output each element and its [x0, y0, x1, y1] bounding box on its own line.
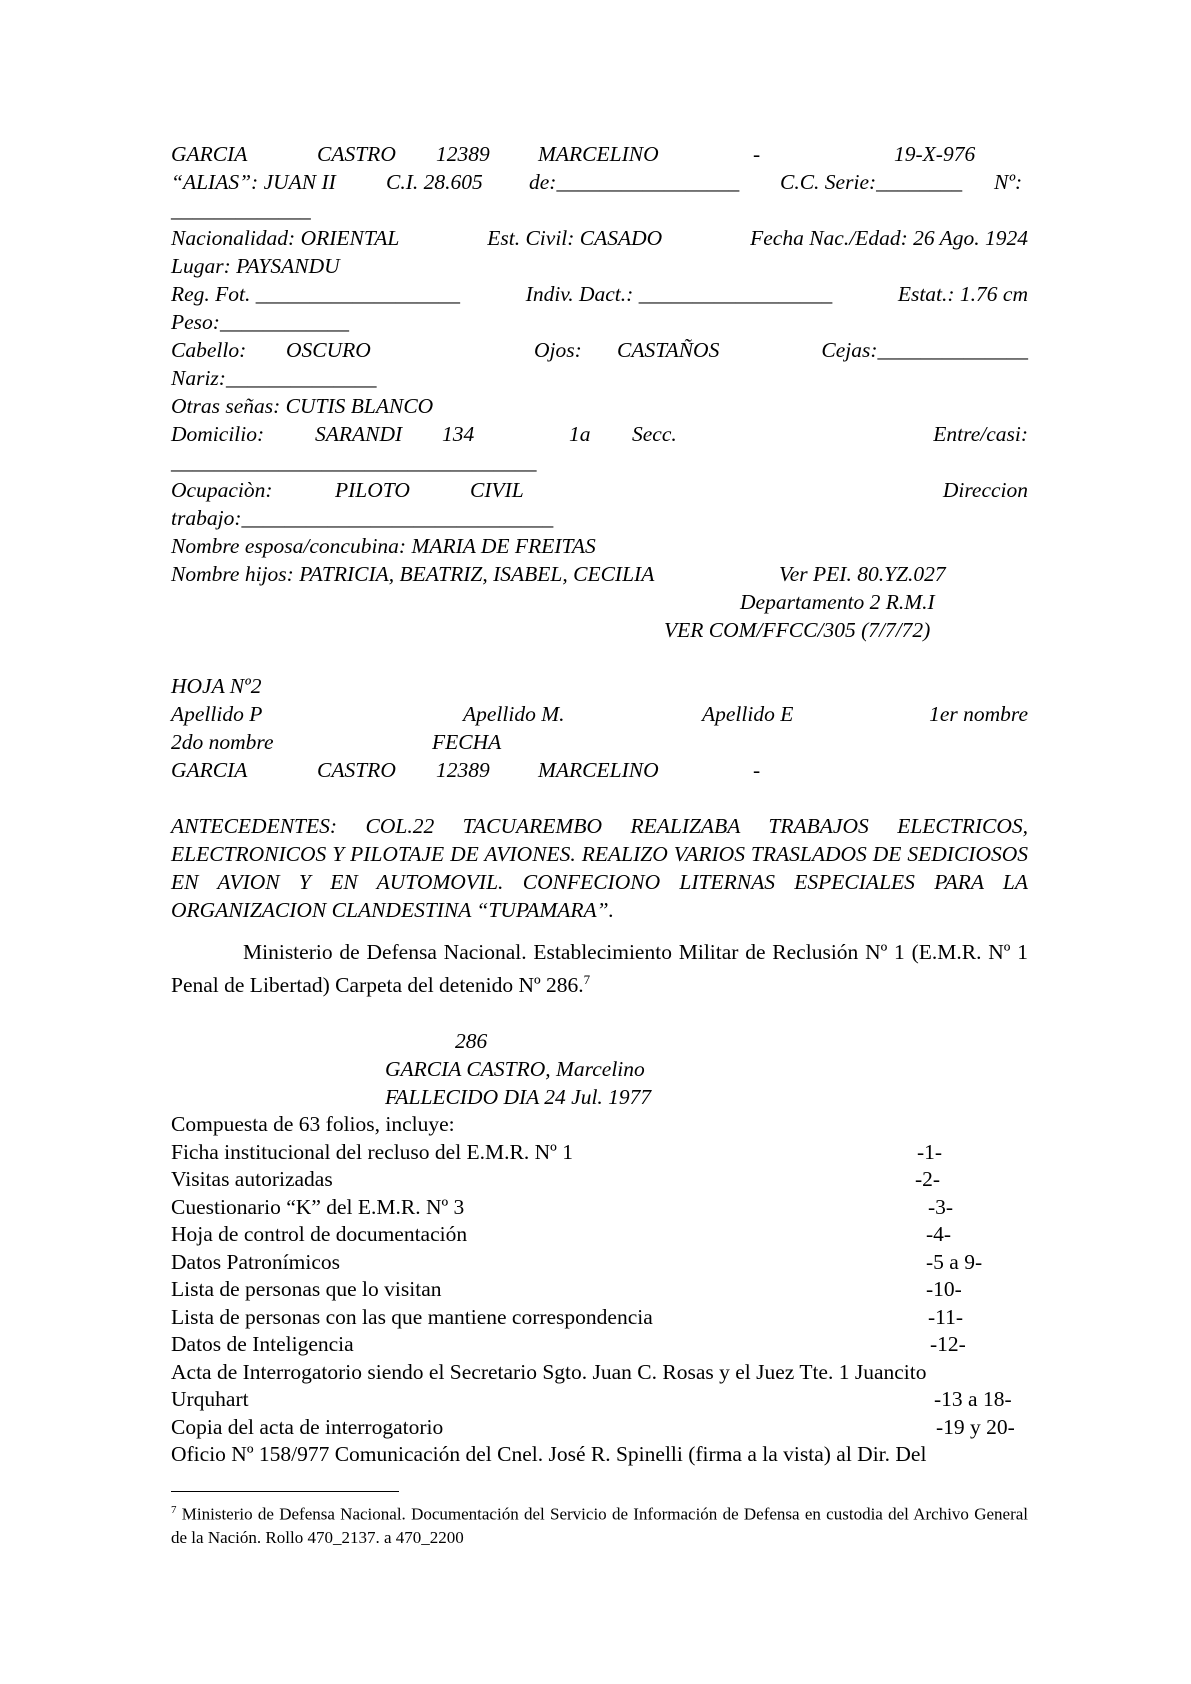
record-line-domicilio	[171, 420, 1028, 448]
blank-line: __________________________________	[171, 450, 537, 474]
value-apellido-m: CASTRO	[317, 758, 396, 782]
value-nombre: MARCELINO	[538, 758, 659, 782]
cabello-label: Cabello:	[171, 338, 247, 362]
oficio-line: Oficio Nº 158/977 Comunicación del Cnel. José R. Spinelli (firma a la vista) al Dir. Del	[171, 1442, 927, 1467]
folio-number: -1-	[917, 1139, 943, 1164]
record-line-cabello	[171, 336, 1028, 364]
header-apellido-e: Apellido E	[702, 702, 794, 726]
footnote-ref: 7	[583, 972, 591, 987]
ministerio-text: Ministerio de Defensa Nacional. Establecimiento Militar de Reclusión Nº 1 (E.M.R. Nº 1 Penal de Libertad) Carpeta del detenido Nº 286.	[171, 940, 1028, 998]
cc-serie: C.C. Serie:________	[780, 170, 963, 194]
record-line-hijos	[171, 560, 1028, 588]
folio-item	[171, 1139, 1028, 1167]
cedula: C.I. 28.605	[386, 170, 483, 194]
cejas: Cejas:______________	[821, 338, 1028, 362]
lugar: Lugar: PAYSANDU	[171, 254, 340, 278]
acta-line-2	[171, 1386, 1028, 1414]
value-numero: 12389	[436, 758, 490, 782]
folio-item	[171, 1304, 1028, 1332]
folio-number: -10-	[926, 1277, 962, 1302]
footnote-text: Ministerio de Defensa Nacional. Documentación del Servicio de Información de Defensa en custodia del Archivo General de la Nación. Rollo 470_2137. a 470_2200	[171, 1504, 1028, 1547]
header-apellido-p: Apellido P	[171, 702, 263, 726]
carpeta-nombre	[171, 1055, 1028, 1083]
footnote-mark: 7	[171, 1504, 177, 1516]
nombre: MARCELINO	[538, 142, 659, 166]
direccion-label: Direccion	[942, 478, 1028, 502]
carpeta-numero-text: 286	[455, 1029, 488, 1054]
footnote-rule	[171, 1491, 399, 1492]
folio-item	[171, 1276, 1028, 1304]
acta-label: Urquhart	[171, 1387, 249, 1412]
hoja-title: HOJA Nº2	[171, 674, 262, 698]
header-segundo-nombre: 2do nombre	[171, 730, 274, 754]
folio-number: -11-	[928, 1304, 964, 1329]
record-line-nacionalidad	[171, 224, 1028, 252]
ver-com	[171, 616, 1028, 644]
footnote	[171, 1499, 1028, 1549]
ocupacion-label: Ocupaciòn:	[171, 478, 273, 502]
esposa: Nombre esposa/concubina: MARIA DE FREITAS	[171, 534, 596, 558]
folio-number: -12-	[930, 1332, 966, 1357]
record-line-names	[171, 140, 1028, 168]
antecedentes: ANTECEDENTES: COL.22 TACUAREMBO REALIZABA TRABAJOS ELECTRICOS, ELECTRONICOS Y PILOTAJE DE AVIONES. REALIZO VARIOS TRASLADOS DE SEDICIOSOS EN AVION Y EN AUTOMOVIL. CONFECIONO LITERNAS ESPECIALES PARA LA ORGANIZACION CLANDESTINA “TUPAMARA”.	[171, 814, 1028, 922]
ver-pei: Ver PEI. 80.YZ.027	[779, 562, 946, 586]
record-line-ocupacion	[171, 476, 1028, 504]
folio-number: -4-	[926, 1222, 952, 1247]
header-fecha: FECHA	[432, 730, 502, 754]
carpeta-nombre-text: GARCIA CASTRO, Marcelino	[385, 1057, 645, 1082]
seccion-label: Secc.	[632, 422, 677, 446]
document-page	[171, 140, 1028, 1469]
hijos: Nombre hijos: PATRICIA, BEATRIZ, ISABEL, CECILIA	[171, 562, 655, 586]
registro-fotografico: Reg. Fot. ___________________	[171, 282, 461, 306]
entre-calles: Entre/casi:	[933, 422, 1028, 446]
folio-number: -5 a 9-	[926, 1249, 983, 1274]
ver-com-text: VER COM/FFCC/305 (7/7/72)	[664, 618, 931, 642]
peso: Peso:____________	[171, 310, 349, 334]
carpeta-fallecido-text: FALLECIDO DIA 24 Jul. 1977	[385, 1085, 652, 1110]
folio-label: Visitas autorizadas	[171, 1167, 333, 1192]
record-line-alias	[171, 168, 1028, 196]
folio-label: Lista de personas con las que mantiene correspondencia	[171, 1304, 653, 1329]
folio-item	[171, 1194, 1028, 1222]
folio-list	[171, 1139, 1028, 1359]
folio-item	[171, 1331, 1028, 1359]
folio-label: Datos de Inteligencia	[171, 1332, 354, 1357]
nariz: Nariz:______________	[171, 366, 377, 390]
folio-label: Lista de personas que lo visitan	[171, 1277, 442, 1302]
departamento	[171, 588, 1028, 616]
indice-dactilar: Indiv. Dact.: __________________	[525, 282, 833, 306]
folio-number: -3-	[928, 1194, 954, 1219]
cabello: OSCURO	[286, 338, 371, 362]
value-dash: -	[753, 758, 761, 782]
carpeta-fallecido	[171, 1083, 1028, 1111]
nacionalidad: Nacionalidad: ORIENTAL	[171, 226, 400, 250]
folio-label: Ficha institucional del recluso del E.M.R. Nº 1	[171, 1139, 573, 1164]
record-date: 19-X-976	[894, 142, 976, 166]
folios-intro: Compuesta de 63 folios, incluye:	[171, 1112, 455, 1137]
apellido-p: GARCIA	[171, 142, 248, 166]
acta-num: -13 a 18-	[934, 1387, 1012, 1412]
hoja2-headers	[171, 700, 1028, 728]
header-apellido-m: Apellido M.	[463, 702, 565, 726]
dash: -	[753, 142, 761, 166]
copia-num: -19 y 20-	[936, 1414, 1015, 1439]
otras-senas: Otras señas: CUTIS BLANCO	[171, 394, 434, 418]
ministerio-paragraph	[171, 938, 1028, 999]
folio-label: Hoja de control de documentación	[171, 1222, 468, 1247]
domicilio-calle: SARANDI	[315, 422, 403, 446]
blank-line: _____________	[171, 198, 311, 222]
copia-row	[171, 1414, 1028, 1442]
folio-item	[171, 1249, 1028, 1277]
value-apellido-p: GARCIA	[171, 758, 248, 782]
estatura: Estat.: 1.76 cm	[897, 282, 1028, 306]
domicilio-label: Domicilio:	[171, 422, 265, 446]
domicilio-numero: 134	[442, 422, 475, 446]
record-number: 12389	[436, 142, 490, 166]
header-primer-nombre: 1er nombre	[929, 702, 1028, 726]
alias: “ALIAS”: JUAN II	[171, 170, 336, 194]
departamento-text: Departamento 2 R.M.I	[740, 590, 935, 614]
folio-item	[171, 1166, 1028, 1194]
numero-label: Nº:	[994, 170, 1023, 194]
folio-label: Datos Patronímicos	[171, 1249, 340, 1274]
record-line-registro	[171, 280, 1028, 308]
acta-line-1: Acta de Interrogatorio siendo el Secretario Sgto. Juan C. Rosas y el Juez Tte. 1 Juancito	[171, 1359, 927, 1384]
carpeta-numero	[171, 1027, 1028, 1055]
copia-label: Copia del acta de interrogatorio	[171, 1414, 444, 1439]
ocupacion-2: CIVIL	[470, 478, 524, 502]
folio-label: Cuestionario “K” del E.M.R. Nº 3	[171, 1194, 465, 1219]
ocupacion-1: PILOTO	[335, 478, 410, 502]
hoja2-values	[171, 756, 1028, 784]
apellido-m: CASTRO	[317, 142, 396, 166]
direccion-trabajo: trabajo:_____________________________	[171, 506, 554, 530]
hoja2-headers-2	[171, 728, 1028, 756]
cedula-de: de:_________________	[529, 170, 740, 194]
ojos-label: Ojos:	[534, 338, 582, 362]
folio-number: -2-	[915, 1167, 941, 1192]
fecha-nacimiento: Fecha Nac./Edad: 26 Ago. 1924	[750, 226, 1028, 250]
seccion: 1a	[569, 422, 591, 446]
folio-item	[171, 1221, 1028, 1249]
ojos: CASTAÑOS	[617, 338, 720, 362]
estado-civil: Est. Civil: CASADO	[487, 226, 663, 250]
